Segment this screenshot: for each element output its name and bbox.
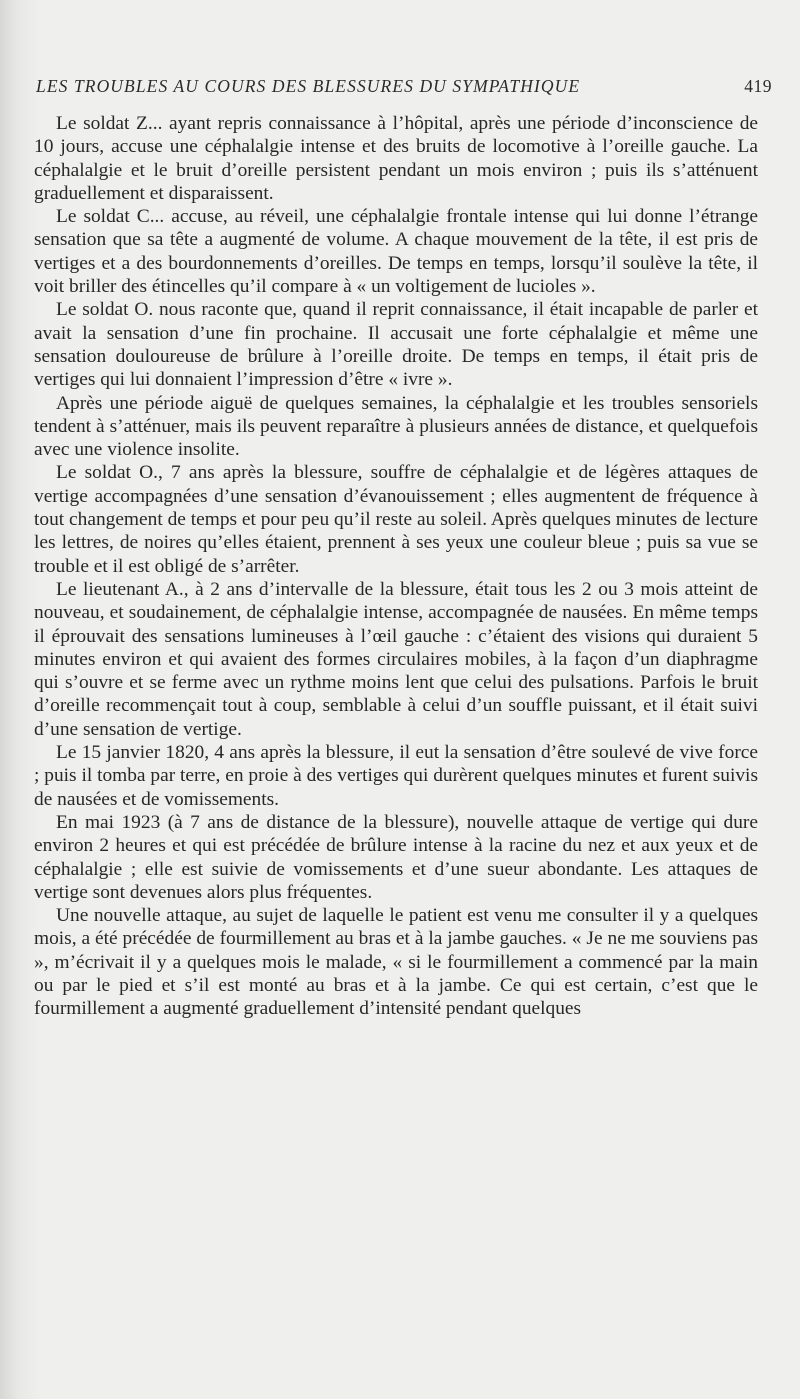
- paragraph: Le soldat Z... ayant repris connaissance à l’hôpital, après une période d’inconscience de 10 jours, accuse une céphalalgie intense et des bruits de locomotive à l’oreille gauche. La céphalalgie et le bruit d’oreille persistent pendant un mois environ ; puis ils s’atténuent graduellement et disparaissent.: [34, 113, 758, 204]
- paragraph: Le soldat C... accuse, au réveil, une céphalalgie frontale intense qui lui donne l’étrange sensation que sa tête a augmenté de volume. A chaque mouvement de la tête, il est pris de vertiges et a des bourdonnements d’oreilles. De temps en temps, lorsqu’il soulève la tête, il voit briller des étincelles qu’il compare à « un voltigement de lucioles ».: [34, 206, 758, 298]
- page-header: [36, 76, 772, 100]
- paragraph: Après une période aiguë de quelques semaines, la céphalalgie et les troubles sensoriels tendent à s’atténuer, mais ils peuvent reparaître à plusieurs années de distance, et quelquefois avec une violence insolite.: [34, 392, 758, 461]
- running-title: LES TROUBLES AU COURS DES BLESSURES DU SYMPATHIQUE: [36, 76, 581, 96]
- paragraph: Le soldat O. nous raconte que, quand il reprit connaissance, il était incapable de parler et avait la sensation d’une fin prochaine. Il accusait une forte céphalalgie et même une sensation douloureuse de brûlure à l’oreille droite. De temps en temps, il était pris de vertiges qui lui donnaient l’impression d’être « ivre ».: [34, 299, 758, 391]
- paragraph: Le 15 janvier 1820, 4 ans après la blessure, il eut la sensation d’être soulevé de vive force ; puis il tomba par terre, en proie à des vertiges qui durèrent quelques minutes et furent suivis de nausées et de vomissements.: [34, 742, 758, 810]
- body-text: [34, 112, 758, 1021]
- paragraph: Une nouvelle attaque, au sujet de laquelle le patient est venu me consulter il y a quelques mois, a été précédée de fourmillement au bras et à la jambe gauches. « Je ne me souviens pas », m’écrivait il y a quelques mois le malade, « si le fourmillement a commencé par la main ou par le pied et s’il est monté au bras et à la jambe. Ce qui est certain, c’est que le fourmillement a augmenté graduellement d’intensité pendant quelques: [34, 905, 758, 1020]
- paragraph: Le lieutenant A., à 2 ans d’intervalle de la blessure, était tous les 2 ou 3 mois atteint de nouveau, et soudainement, de céphalalgie intense, accompagnée de nausées. En même temps il éprouvait des sensations lumineuses à l’œil gauche : c’étaient des visions qui duraient 5 minutes environ et qui avaient des formes circulaires mobiles, à la façon d’un diaphragme qui s’ouvre et se ferme avec un rythme moins lent que celui des pulsations. Parfois le bruit d’oreille recommençait tout à coup, semblable à celui d’un souffle puissant, et il était suivi d’une sensation de vertige.: [34, 578, 758, 740]
- paragraph: Le soldat O., 7 ans après la blessure, souffre de céphalalgie et de légères attaques de vertige accompagnées d’une sensation d’évanouissement ; elles augmentent de fréquence à tout changement de temps et pour peu qu’il reste au soleil. Après quelques minutes de lecture les lettres, de noires qu’elles étaient, prennent à ses yeux une couleur bleue ; puis sa vue se trouble et il est obligé de s’arrêter.: [34, 462, 758, 577]
- paragraph: En mai 1923 (à 7 ans de distance de la blessure), nouvelle attaque de vertige qui dure environ 2 heures et qui est précédée de brûlure intense à la racine du nez et aux yeux et de céphalalgie ; elle est suivie de vomissements et d’une sueur abondante. Les attaques de vertige sont devenues alors plus fréquentes.: [34, 811, 758, 903]
- page-number: 419: [744, 76, 772, 96]
